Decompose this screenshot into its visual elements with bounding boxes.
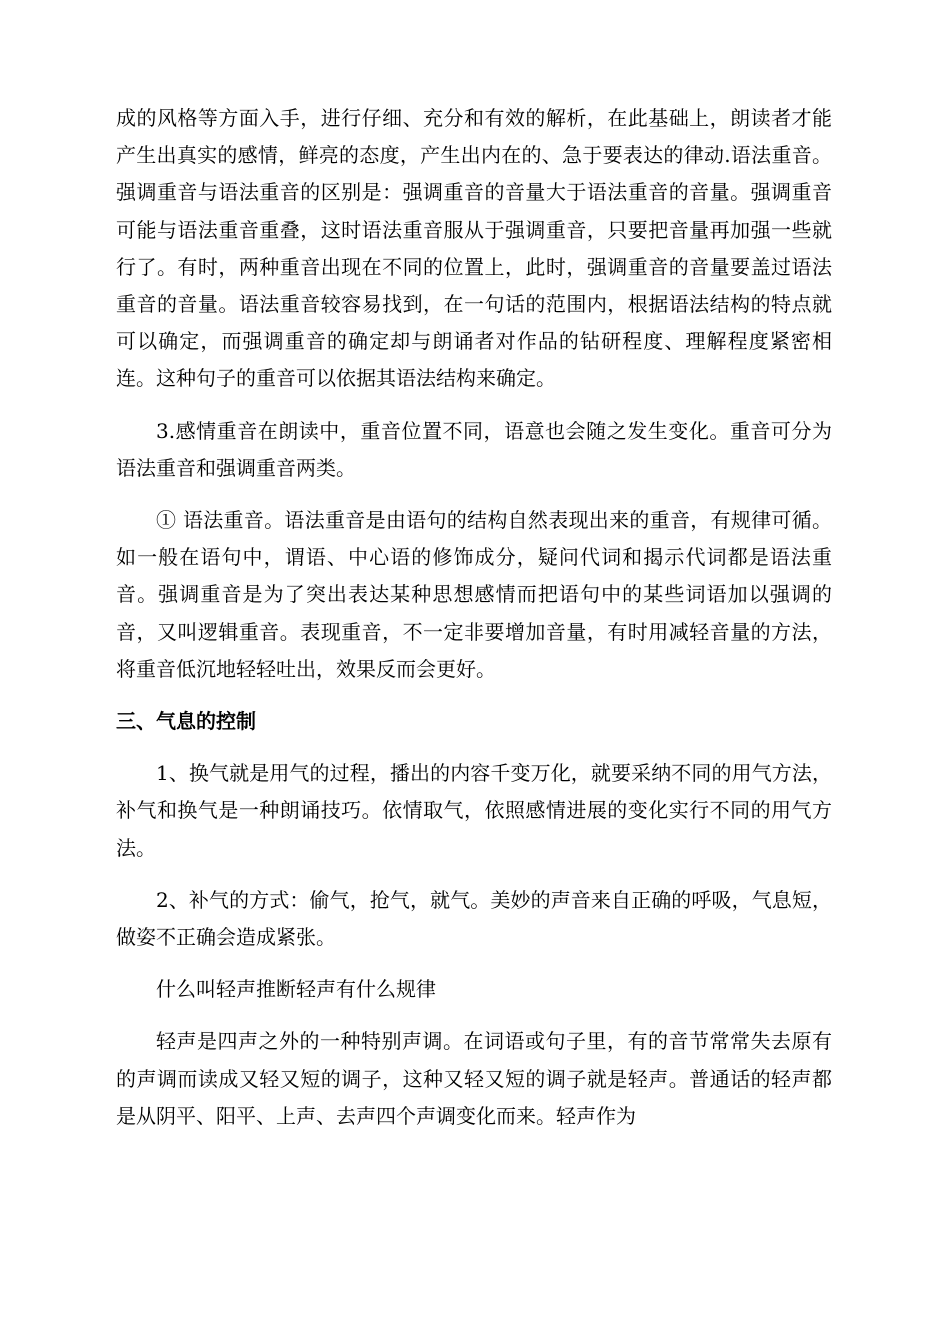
paragraph-supplementary-breath: 2、补气的方式：偷气，抢气，就气。美妙的声音来自正确的呼吸，气息短，做姿不正确会造成紧张。 bbox=[116, 887, 832, 950]
paragraph-neutral-tone-question: 什么叫轻声推断轻声有什么规律 bbox=[156, 977, 436, 1002]
paragraph-grammar-stress-definition: ① 语法重音。语法重音是由语句的结构自然表现出来的重音，有规律可循。如一般在语句中，谓语、中心语的修饰成分，疑问代词和揭示代词都是语法重音。强调重音是为了突出表达某种思想感情而把语句中的某些词语加以强调的音，又叫逻辑重音。表现重音，不一定非要增加音量，有时用减轻音量的方法，将重音低沉地轻轻吐出，效果反而会更好。 bbox=[116, 508, 832, 681]
paragraph-emotional-stress: 3.感情重音在朗读中，重音位置不同，语意也会随之发生变化。重音可分为语法重音和强调重音两类。 bbox=[116, 418, 832, 480]
paragraph-grammar-stress: 成的风格等方面入手，进行仔细、充分和有效的解析，在此基础上，朗读者才能产生出真实的感情，鲜亮的态度，产生出内在的、急于要表达的律动.语法重音。强调重音与语法重音的区别是：强调重音的音量大于语法重音的音量。强调重音可能与语法重音重叠，这时语法重音服从于强调重音，只要把音量再加强一些就行了。有时，两种重音出现在不同的位置上，此时，强调重音的音量要盖过语法重音的音量。语法重音较容易找到，在一句话的范围内，根据语法结构的特点就可以确定，而强调重音的确定却与朗诵者对作品的钻研程度、理解程度紧密相连。这种句子的重音可以依据其语法结构来确定。 bbox=[116, 106, 832, 391]
paragraph-breathing: 1、换气就是用气的过程，播出的内容千变万化，就要采纳不同的用气方法，补气和换气是一种朗诵技巧。依情取气，依照感情进展的变化实行不同的用气方法。 bbox=[116, 761, 832, 860]
paragraph-neutral-tone: 轻声是四声之外的一种特别声调。在词语或句子里，有的音节常常失去原有的声调而读成又轻又短的调子，这种又轻又短的调子就是轻声。普通话的轻声都是从阴平、阳平、上声、去声四个声调变化而来。轻声作为 bbox=[116, 1029, 832, 1128]
section-heading-breath-control: 三、气息的控制 bbox=[116, 709, 256, 734]
document-page bbox=[116, 100, 832, 1135]
